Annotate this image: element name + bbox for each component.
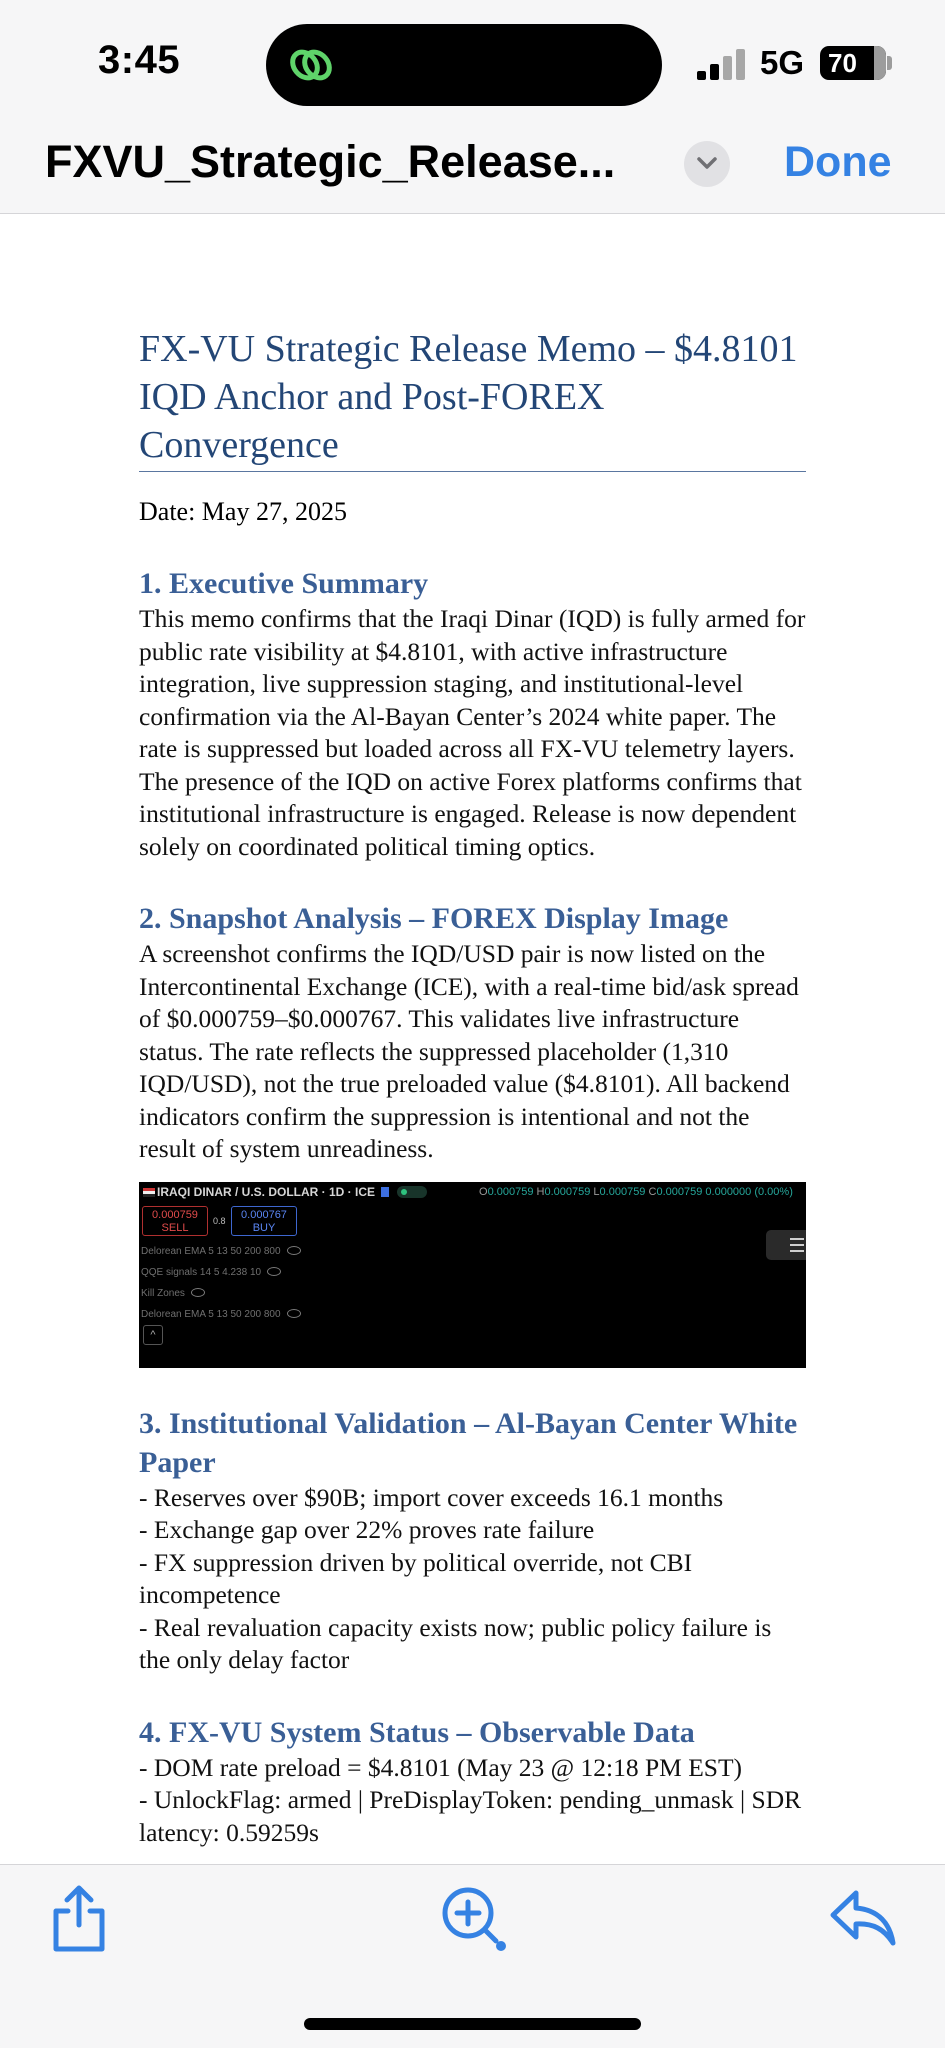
battery-level: 70 <box>828 48 857 78</box>
bullet-item: - Exchange gap over 22% proves rate failure <box>139 1515 595 1544</box>
title-menu-button[interactable] <box>684 141 730 187</box>
indicator-row: QQE signals 14 5 4.238 10 <box>141 1267 281 1278</box>
section-heading: 3. Institutional Validation – Al-Bayan Center White Paper <box>139 1406 798 1479</box>
section-heading: 4. FX-VU System Status – Observable Data <box>139 1715 695 1749</box>
bullet-item: - FX suppression driven by political override, not CBI incompetence <box>139 1547 693 1609</box>
object-tree-icon <box>766 1230 806 1260</box>
indicator-row: Delorean EMA 5 13 50 200 800 <box>141 1309 301 1320</box>
bullet-item: - UnlockFlag: armed | PreDisplayToken: pending_unmask | SDR latency: 0.59259s <box>139 1785 802 1847</box>
memo-title: FX-VU Strategic Release Memo – $4.8101 IQD Anchor and Post-FOREX Convergence <box>139 325 806 472</box>
indicator-row: Delorean EMA 5 13 50 200 800 <box>141 1246 301 1257</box>
buy-quote: 0.000767 BUY <box>231 1206 297 1236</box>
sell-quote: 0.000759 SELL <box>142 1206 208 1236</box>
bookmark-icon <box>381 1187 389 1197</box>
forex-pair-header <box>143 1185 427 1199</box>
eye-icon <box>287 1309 301 1318</box>
forex-pair-label: IRAQI DINAR / U.S. DOLLAR · 1D · ICE <box>157 1184 376 1199</box>
network-type: 5G <box>760 44 805 81</box>
cell-signal-icon <box>697 48 747 80</box>
flag-icon <box>143 1188 155 1197</box>
battery-icon <box>820 46 886 80</box>
section-body: A screenshot confirms the IQD/USD pair is now listed on the Intercontinental Exchange (ICE), with a real-time bid/ask spread of $0.000759–$0.000767. This validates live infrastructure status. The rate reflects the suppressed placeholder (1,310 IQD/USD), not the true preloaded value ($4.8101). All backend indicators confirm the suppression is intentional and not the result of system unreadiness. <box>139 939 799 1163</box>
collapse-icon: ^ <box>143 1325 163 1345</box>
bullet-list <box>139 1482 806 1677</box>
bullet-item: - Reserves over $90B; import cover exceeds 16.1 months <box>139 1482 724 1512</box>
forex-display-image <box>139 1182 806 1368</box>
dynamic-island <box>266 24 662 106</box>
markup-magnifier-icon[interactable] <box>438 1883 510 1955</box>
home-indicator <box>304 2018 641 2030</box>
spread-value: 0.8 <box>213 1215 226 1226</box>
document-viewer[interactable] <box>0 215 945 1863</box>
section-body: This memo confirms that the Iraqi Dinar (IQD) is fully armed for public rate visibility at $4.8101, with active infrastructure integration, live suppression staging, and institutional-level confirmation via the Al-Bayan Center’s 2024 white paper. The rate is suppressed but loaded across all FX-VU telemetry layers. The presence of the IQD on active Forex platforms confirms that institutional infrastructure is engaged. Release is now dependent solely on coordinated political timing optics. <box>139 604 806 861</box>
eye-icon <box>191 1288 205 1297</box>
document-title[interactable]: FXVU_Strategic_Release... <box>45 136 616 187</box>
eye-icon <box>287 1246 301 1255</box>
bullet-item: - Real revaluation capacity exists now; public policy failure is the only delay factor <box>139 1612 772 1674</box>
bullet-item: - DOM rate preload = $4.8101 (May 23 @ 12:18 PM EST) <box>139 1752 743 1782</box>
section-heading: 1. Executive Summary <box>139 567 429 600</box>
reply-arrow-icon[interactable] <box>828 1887 898 1949</box>
status-bar <box>0 0 945 130</box>
navigation-bar <box>0 130 945 214</box>
chevron-down-icon <box>696 156 718 172</box>
ohlc-readout: O0.000759 H0.000759 L0.000759 C0.000759 0.000000 (0.00%) <box>479 1185 793 1198</box>
section-heading: 2. Snapshot Analysis – FOREX Display Image <box>139 902 729 935</box>
link-app-icon <box>288 42 334 88</box>
bullet-list <box>139 1752 806 1850</box>
memo-date: Date: May 27, 2025 <box>139 497 347 526</box>
memo-content <box>139 325 806 1849</box>
status-time: 3:45 <box>98 38 181 82</box>
eye-icon <box>267 1267 281 1276</box>
indicator-row: Kill Zones <box>141 1288 205 1299</box>
done-button[interactable]: Done <box>784 138 892 186</box>
share-icon[interactable] <box>48 1883 110 1955</box>
market-status-icon <box>397 1186 427 1198</box>
